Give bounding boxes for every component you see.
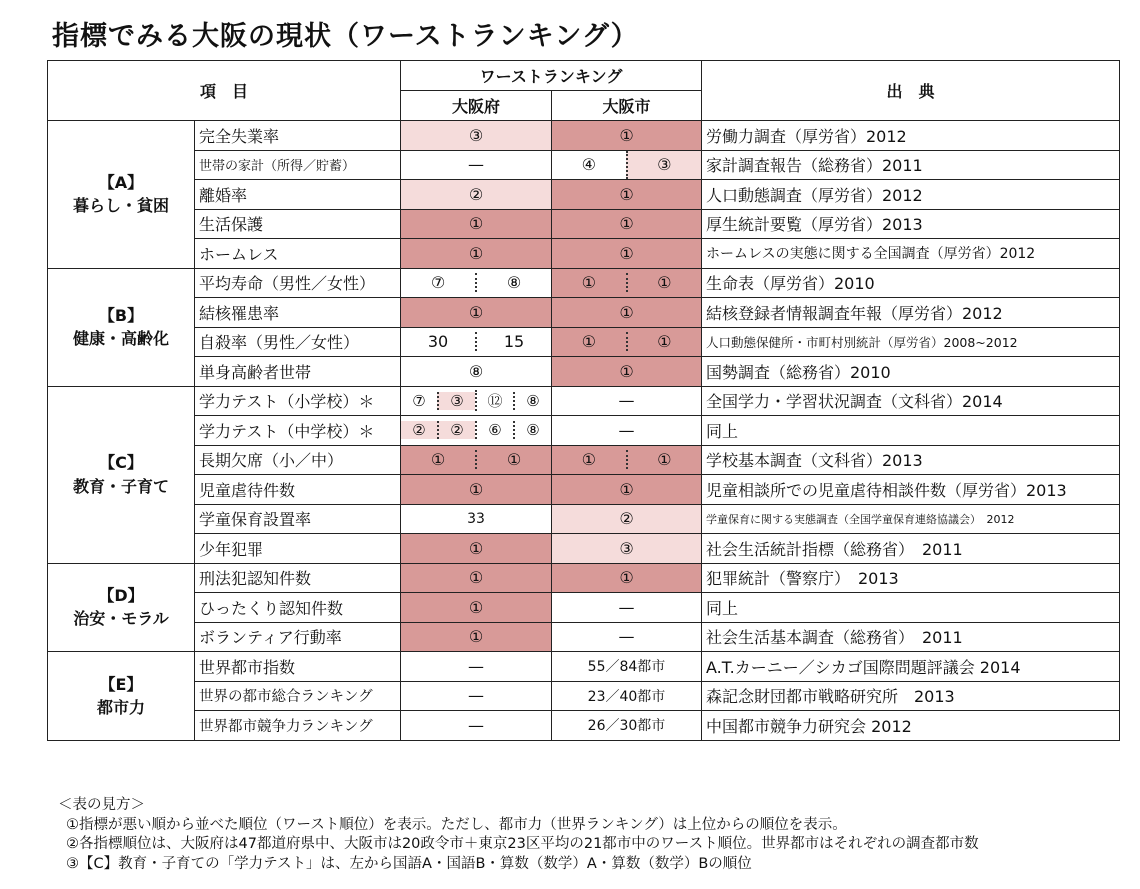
category-e-label: 都市力 [96, 697, 145, 717]
item-label: ホームレス [195, 239, 401, 269]
pref-rank: 33 [401, 504, 552, 534]
city-rank-part: ① [581, 450, 596, 470]
category-c-label: 教育・子育て [72, 476, 169, 496]
city-rank: ② [552, 504, 702, 534]
note-line: ①指標が悪い順から並べた順位（ワースト順位）を表示。ただし、都市力（世界ランキング）は上位からの順位を表示。 [66, 816, 847, 833]
pref-rank [401, 416, 552, 446]
item-label: 少年犯罪 [195, 534, 401, 564]
item-label: 学力テスト（小学校）＊ [195, 386, 401, 416]
table-row [48, 298, 1120, 328]
category-c [48, 386, 195, 563]
table-row [48, 357, 1120, 387]
city-rank [552, 445, 702, 475]
pref-rank-part: ⑧ [513, 392, 551, 410]
source-label: 学童保育に関する実態調査（全国学童保育連絡協議会） 2012 [702, 504, 1120, 534]
pref-rank: ③ [401, 121, 552, 151]
table-row [48, 681, 1120, 711]
pref-rank: — [401, 652, 552, 682]
table-row [48, 504, 1120, 534]
source-label: 家計調査報告（総務省）2011 [702, 150, 1120, 180]
table-row [48, 150, 1120, 180]
pref-rank: — [401, 711, 552, 741]
pref-rank [401, 327, 552, 357]
item-label: 自殺率（男性／女性） [195, 327, 401, 357]
pref-rank-part: ⑥ [475, 421, 513, 439]
city-rank: ① [552, 298, 702, 328]
item-label: 刑法犯認知件数 [195, 563, 401, 593]
pref-rank [401, 445, 552, 475]
pref-rank-part: ③ [437, 392, 475, 410]
table-row [48, 209, 1120, 239]
source-label: 学校基本調査（文科省）2013 [702, 445, 1120, 475]
pref-rank: ① [401, 563, 552, 593]
city-rank: ① [552, 121, 702, 151]
source-label: 森記念財団都市戦略研究所 2013 [702, 681, 1120, 711]
item-label: 単身高齢者世帯 [195, 357, 401, 387]
source-label: 厚生統計要覧（厚労省）2013 [702, 209, 1120, 239]
source-label: 人口動態保健所・市町村別統計（厚労省）2008~2012 [702, 327, 1120, 357]
city-rank: — [552, 386, 702, 416]
category-d [48, 563, 195, 652]
table-row [48, 652, 1120, 682]
category-e [48, 652, 195, 741]
source-label: 結核登録者情報調査年報（厚労省）2012 [702, 298, 1120, 328]
city-rank: 23／40都市 [552, 681, 702, 711]
source-label: 社会生活基本調査（総務省） 2011 [702, 622, 1120, 652]
pref-rank: ② [401, 180, 552, 210]
table-row [48, 239, 1120, 269]
city-rank: ① [552, 563, 702, 593]
city-rank-part: ① [626, 450, 702, 469]
item-label: ボランティア行動率 [195, 622, 401, 652]
pref-rank: ① [401, 298, 552, 328]
source-label: 児童相談所での児童虐待相談件数（厚労省）2013 [702, 475, 1120, 505]
table-row [48, 386, 1120, 416]
pref-rank: ① [401, 209, 552, 239]
notes [58, 796, 979, 874]
city-rank: ① [552, 239, 702, 269]
city-rank-part: ① [626, 273, 702, 292]
item-label: 世界都市指数 [195, 652, 401, 682]
city-rank: ① [552, 209, 702, 239]
item-label: 完全失業率 [195, 121, 401, 151]
pref-rank [401, 386, 552, 416]
source-label: ホームレスの実態に関する全国調査（厚労省）2012 [702, 239, 1120, 269]
table-row [48, 445, 1120, 475]
category-b-label: 健康・高齢化 [72, 329, 169, 348]
header-city: 大阪市 [552, 91, 702, 121]
city-rank-part: ① [581, 332, 596, 352]
notes-heading: ＜表の見方＞ [58, 797, 145, 813]
pref-rank: ① [401, 622, 552, 652]
source-label: 同上 [702, 593, 1120, 623]
note-line: ③【C】教育・子育ての「学力テスト」は、左から国語A・国語B・算数（数学）A・算数（数学）Bの順位 [66, 855, 752, 872]
category-b [48, 268, 195, 386]
source-label: 人口動態調査（厚労省）2012 [702, 180, 1120, 210]
category-a-code: 【A】 [98, 173, 144, 193]
item-label: 生活保護 [195, 209, 401, 239]
table-row [48, 563, 1120, 593]
source-label: 社会生活統計指標（総務省） 2011 [702, 534, 1120, 564]
city-rank: — [552, 593, 702, 623]
item-label: 結核罹患率 [195, 298, 401, 328]
table-row [48, 534, 1120, 564]
table-row [48, 593, 1120, 623]
page-title: 指標でみる大阪の現状（ワーストランキング） [52, 21, 639, 52]
pref-rank [401, 268, 552, 298]
category-c-code: 【C】 [99, 453, 143, 473]
pref-rank-part: ⑦ [430, 273, 446, 293]
pref-rank-part: ② [437, 421, 475, 439]
source-label: 同上 [702, 416, 1120, 446]
table-row [48, 180, 1120, 210]
source-label: 労働力調査（厚労省）2012 [702, 121, 1120, 151]
pref-rank: — [401, 150, 552, 180]
item-label: 児童虐待件数 [195, 475, 401, 505]
category-b-code: 【B】 [98, 305, 144, 325]
source-label: 生命表（厚労省）2010 [702, 268, 1120, 298]
pref-rank-part: ⑧ [475, 273, 551, 292]
pref-rank: ① [401, 239, 552, 269]
city-rank [552, 150, 702, 180]
pref-rank: ① [401, 475, 552, 505]
table-row [48, 475, 1120, 505]
city-rank-part: ④ [581, 155, 596, 175]
table-row [48, 711, 1120, 741]
item-label: 学力テスト（中学校）＊ [195, 416, 401, 446]
pref-rank: — [401, 681, 552, 711]
item-label: 世界の都市総合ランキング [195, 681, 401, 711]
category-d-code: 【D】 [98, 586, 144, 606]
city-rank [552, 327, 702, 357]
pref-rank-part: ⑫ [475, 390, 513, 411]
pref-rank-part: ⑧ [513, 421, 551, 439]
header-source: 出 典 [702, 61, 1120, 121]
item-label: 長期欠席（小／中） [195, 445, 401, 475]
table-row [48, 121, 1120, 151]
city-rank: ① [552, 180, 702, 210]
city-rank-part: ③ [626, 151, 702, 180]
item-label: 離婚率 [195, 180, 401, 210]
header-prefecture: 大阪府 [401, 91, 552, 121]
city-rank-part: ① [581, 273, 596, 293]
pref-rank: ① [401, 534, 552, 564]
city-rank: ① [552, 475, 702, 505]
source-label: 国勢調査（総務省）2010 [702, 357, 1120, 387]
city-rank: — [552, 622, 702, 652]
table-row [48, 416, 1120, 446]
pref-rank-part: 15 [475, 332, 551, 351]
city-rank: 26／30都市 [552, 711, 702, 741]
worst-ranking-table [47, 60, 1120, 741]
item-label: 平均寿命（男性／女性） [195, 268, 401, 298]
city-rank: 55／84都市 [552, 652, 702, 682]
note-line: ②各指標順位は、大阪府は47都道府県中、大阪市は20政令市＋東京23区平均の21都市中のワースト順位。世界都市はそれぞれの調査都市数 [66, 836, 979, 852]
pref-rank-part: 30 [427, 332, 449, 352]
header-ranking: ワーストランキング [401, 61, 702, 91]
pref-rank: ⑧ [401, 357, 552, 387]
city-rank: — [552, 416, 702, 446]
category-e-code: 【E】 [99, 674, 143, 694]
source-label: 全国学力・学習状況調査（文科省）2014 [702, 386, 1120, 416]
category-d-label: 治安・モラル [73, 609, 169, 629]
table-row [48, 268, 1120, 298]
item-label: ひったくり認知件数 [195, 593, 401, 623]
category-a [48, 121, 195, 269]
pref-rank-part: ① [430, 450, 446, 470]
city-rank [552, 268, 702, 298]
source-label: 犯罪統計（警察庁） 2013 [702, 563, 1120, 593]
pref-rank: ① [401, 593, 552, 623]
item-label: 学童保育設置率 [195, 504, 401, 534]
city-rank: ① [552, 357, 702, 387]
pref-rank-part: ⑦ [412, 391, 426, 410]
city-rank: ③ [552, 534, 702, 564]
category-a-label: 暮らし・貧困 [72, 196, 169, 216]
city-rank-part: ① [626, 332, 702, 351]
source-label: 中国都市競争力研究会 2012 [702, 711, 1120, 741]
item-label: 世界都市競争力ランキング [195, 711, 401, 741]
pref-rank-part: ① [475, 450, 551, 469]
pref-rank-part: ② [401, 421, 437, 439]
source-label: A.T.カーニー／シカゴ国際問題評議会 2014 [702, 652, 1120, 682]
table-row [48, 327, 1120, 357]
header-item: 項 目 [48, 61, 401, 121]
item-label: 世帯の家計（所得／貯蓄） [195, 150, 401, 180]
table-row [48, 622, 1120, 652]
